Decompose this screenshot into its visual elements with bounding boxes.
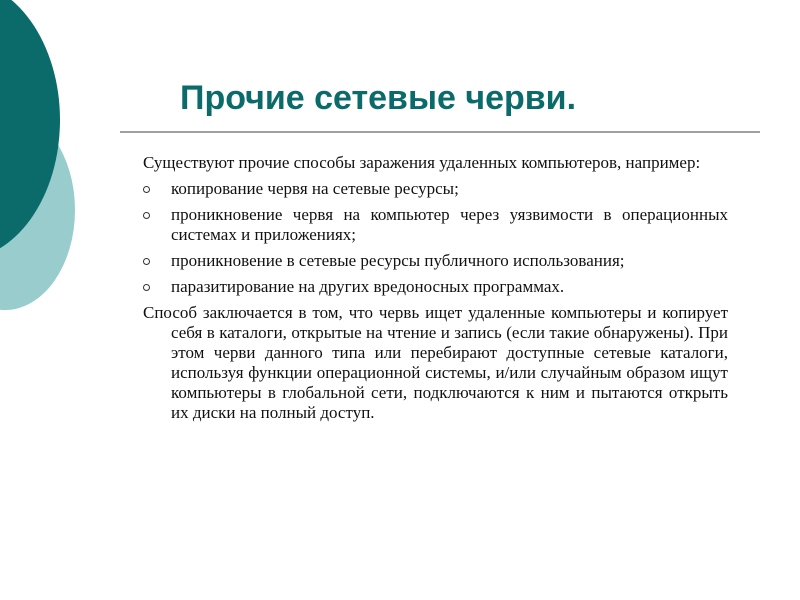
hollow-circle-bullet-icon <box>143 258 150 265</box>
bullet-item <box>143 277 728 297</box>
slide-content <box>143 153 728 429</box>
bullet-text: копирование червя на сетевые ресурсы; <box>171 179 459 198</box>
title-divider <box>120 131 760 133</box>
hollow-circle-bullet-icon <box>143 186 150 193</box>
hollow-circle-bullet-icon <box>143 284 150 291</box>
bullet-list <box>143 179 728 297</box>
bullet-text: проникновение червя на компьютер через уязвимости в операционных системах и приложениях; <box>171 205 728 244</box>
body-paragraph: Способ заключается в том, что червь ищет удаленные компьютеры и копирует себя в каталоги, открытые на чтение и запись (если такие обнаружены). При этом черви данного типа или перебирают доступные сетевые каталоги, используя функции операционной системы, и/или случайным образом ищут компьютеры в глобальной сети, подключаются к ним и пытаются открыть их диски на полный доступ. <box>143 303 728 422</box>
slide-title: Прочие сетевые черви. <box>180 79 577 117</box>
bullet-item <box>143 179 728 199</box>
intro-paragraph: Существуют прочие способы заражения удаленных компьютеров, например: <box>143 153 701 172</box>
bullet-item <box>143 205 728 245</box>
bullet-item <box>143 251 728 271</box>
bullet-text: проникновение в сетевые ресурсы публичного использования; <box>171 251 625 270</box>
bullet-text: паразитирование на других вредоносных программах. <box>171 277 565 296</box>
hollow-circle-bullet-icon <box>143 212 150 219</box>
